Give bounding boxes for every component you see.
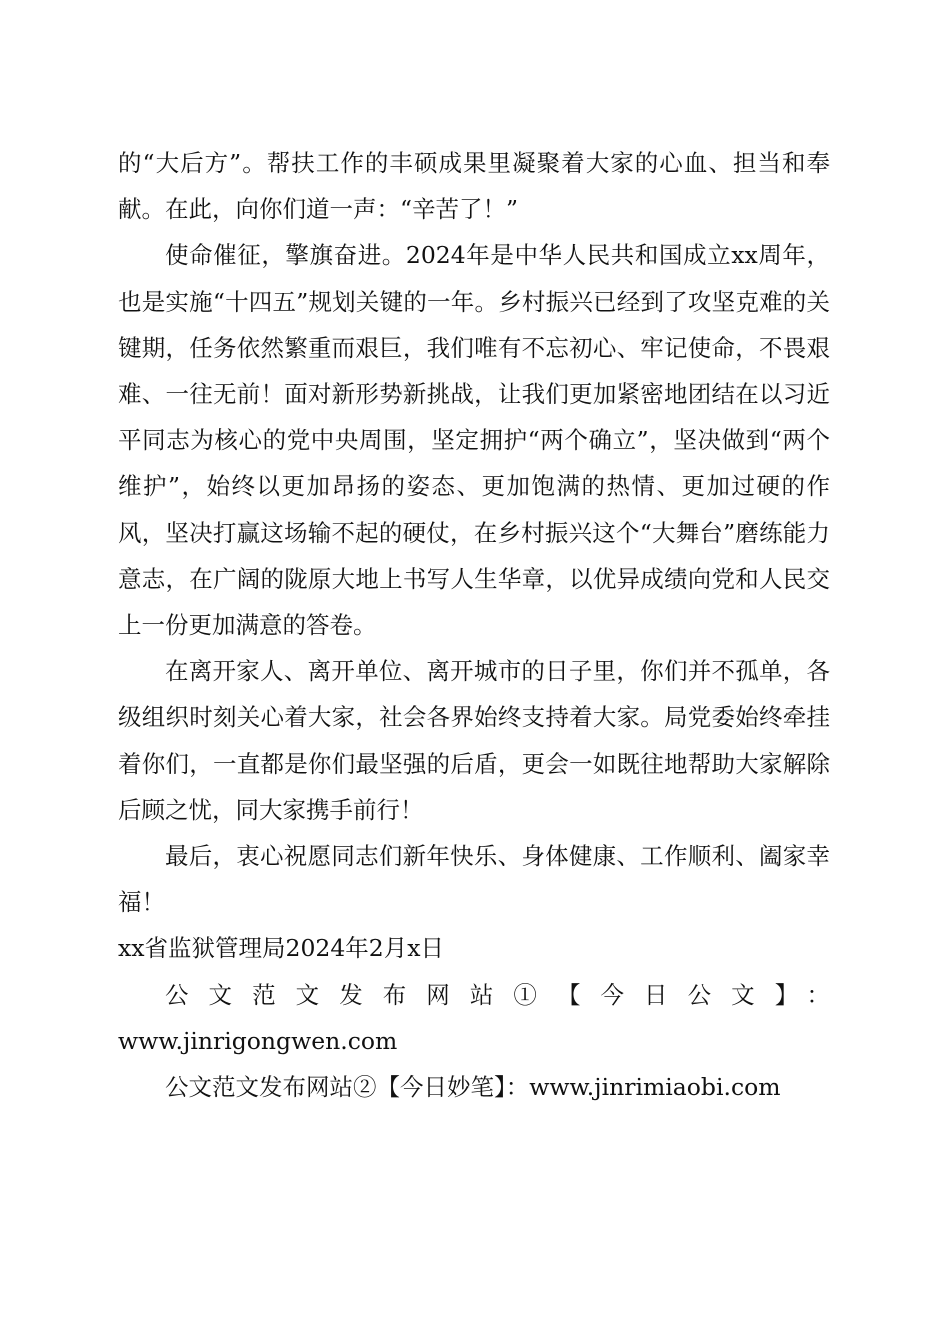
footer-site-1-label: 公文范文发布网站①【今日公文】：	[165, 980, 830, 1009]
footer-site-1	[118, 972, 830, 1064]
paragraph-support: 在离开家人、离开单位、离开城市的日子里，你们并不孤单，各级组织时刻关心着大家，社会各界始终支持着大家。局党委始终牵挂着你们，一直都是你们最坚强的后盾，更会一如既往地帮助大家解除后顾之忧，同大家携手前行！	[118, 657, 830, 824]
footer-site-2[interactable]: 公文范文发布网站②【今日妙笔】：www.jinrimiaobi.com	[165, 1073, 781, 1102]
footer-site-1-url[interactable]: www.jinrigongwen.com	[118, 1026, 398, 1055]
signature-line: xx省监狱管理局2024年2月x日	[118, 934, 445, 963]
paragraph-continuation: 的“大后方”。帮扶工作的丰硕成果里凝聚着大家的心血、担当和奉献。在此，向你们道一声：“辛苦了！”	[118, 149, 830, 224]
paragraph-mission: 使命催征，擎旗奋进。2024年是中华人民共和国成立xx周年，也是实施“十四五”规划关键的一年。乡村振兴已经到了攻坚克难的关键期，任务依然繁重而艰巨，我们唯有不忘初心、牢记使命，不畏艰难、一往无前！面对新形势新挑战，让我们更加紧密地团结在以习近平同志为核心的党中央周围，坚定拥护“两个确立”，坚决做到“两个维护”，始终以更加昂扬的姿态、更加饱满的热情、更加过硬的作风，坚决打赢这场输不起的硬仗，在乡村振兴这个“大舞台”磨练能力意志，在广阔的陇原大地上书写人生华章，以优异成绩向党和人民交上一份更加满意的答卷。	[118, 241, 830, 640]
document-body	[118, 140, 830, 1110]
paragraph-wishes: 最后，衷心祝愿同志们新年快乐、身体健康、工作顺利、阖家幸福！	[118, 842, 830, 917]
